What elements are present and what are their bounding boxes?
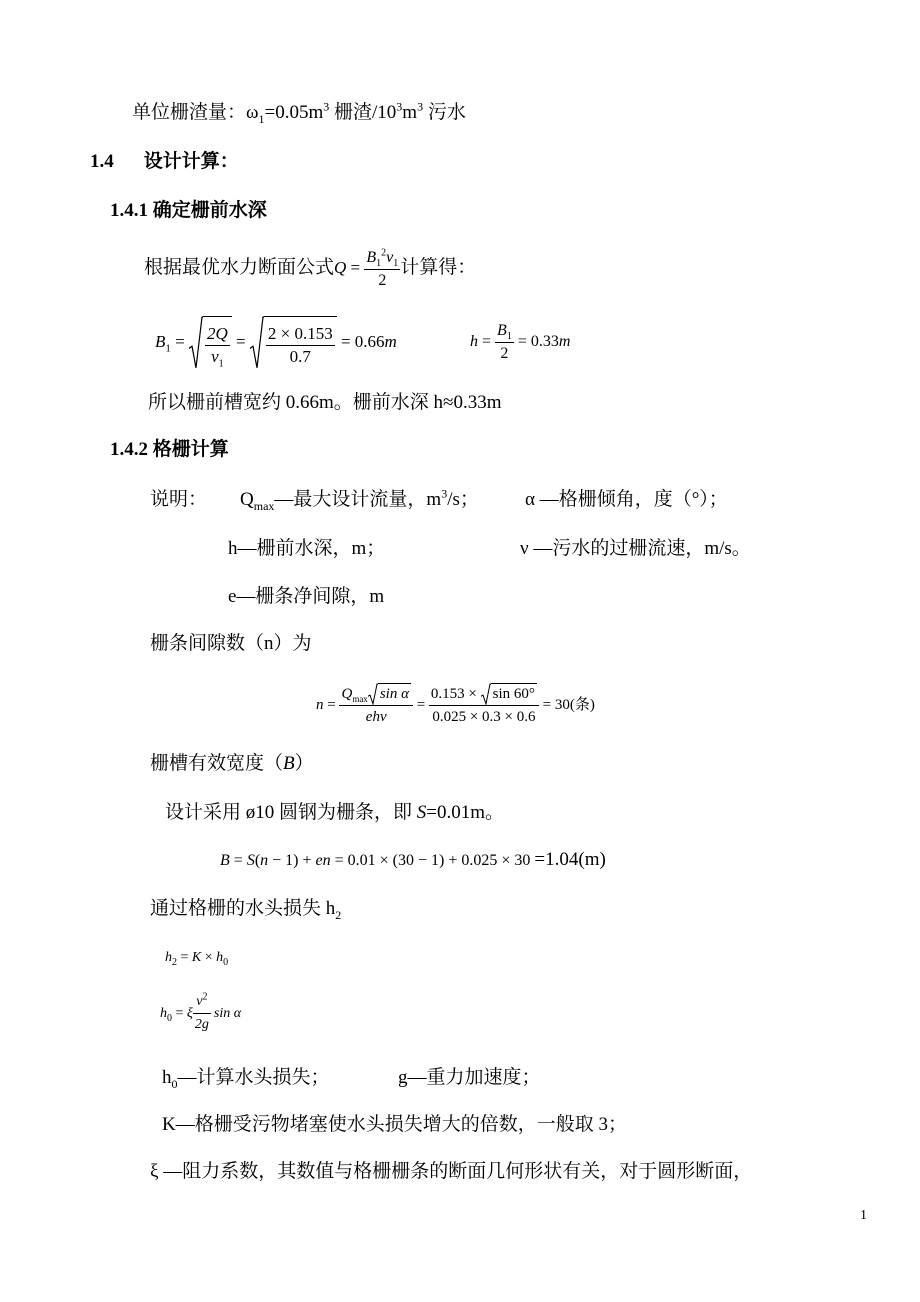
formula-b1: $B_1$ = $\frac{2Q}{\nu_1}$ = $\frac{2 \times 0.153}{0.7}$ = 0.66m [155, 316, 397, 370]
page-number: 1 [860, 1208, 867, 1223]
notation-alpha: α —格栅倾角，度（°）； [525, 489, 728, 510]
notation-qmax: $Q_{max}—$最大设计流量，$m^3/s$； [240, 486, 479, 513]
notation-e: e—栅条净间隙，m [228, 586, 385, 607]
section-1-4-2-heading: 1.4.2 格栅计算 [110, 439, 229, 460]
bar-design-line: 设计采用 ø10 圆钢为栅条，即 S=0.01m。 [165, 802, 505, 823]
conclusion-line: 所以栅前槽宽约 0.66m。栅前水深 h≈0.33m [148, 392, 502, 413]
unit-screenings-line: 单位栅渣量：$\omega_1=0.05m^3$ 栅渣$/10^3m^3$ 污水 [132, 99, 466, 126]
formula-h0: $h_0 = \xi$ $\frac{\nu^2}{2g}$ sin α [160, 991, 242, 1033]
effective-width-label: 栅槽有效宽度（B） [150, 753, 314, 774]
optimal-section-formula-line: 根据最优水力断面公式Q = $\frac{B_1^2\nu_1}{2}$ 计算得： [144, 247, 477, 289]
formula-h: h = $\frac{B_1}{2}$ = 0.33m [470, 321, 571, 362]
notation-line-1: 说明： [150, 489, 208, 510]
notation-h: h—栅前水深，m； [228, 538, 386, 559]
notation-xi: ξ —阻力系数，其数值与格栅栅条的断面几何形状有关，对于圆形断面， [150, 1161, 753, 1182]
notation-k: K—格栅受污物堵塞使水头损失增大的倍数，一般取 3； [162, 1114, 627, 1135]
gap-count-label: 栅条间隙数（n）为 [150, 633, 312, 654]
notation-h0: $h_0—$计算水头损失； [162, 1067, 330, 1091]
notation-g: g—重力加速度； [398, 1067, 541, 1088]
notation-v: ν —污水的过栅流速，m/s。 [520, 538, 751, 559]
formula-h2: $h_2 = K \times h_0$ [165, 950, 229, 968]
formula-n: n = $Q_{max}$ sin α ehv = 0.153 × sin 60° 0.025 × 0.3 × 0.6 = 30(条) [316, 680, 595, 730]
formula-b: B = S(n − 1) + en = 0.01 × (30 − 1) + 0.025 × 30 =1.04(m) [220, 849, 606, 870]
section-1-4-1-heading: 1.4.1 确定栅前水深 [110, 200, 267, 221]
head-loss-label: 通过格栅的水头损失 $h_2$ [150, 898, 342, 922]
section-1-4-heading: 1.4 设计计算： [90, 151, 239, 172]
